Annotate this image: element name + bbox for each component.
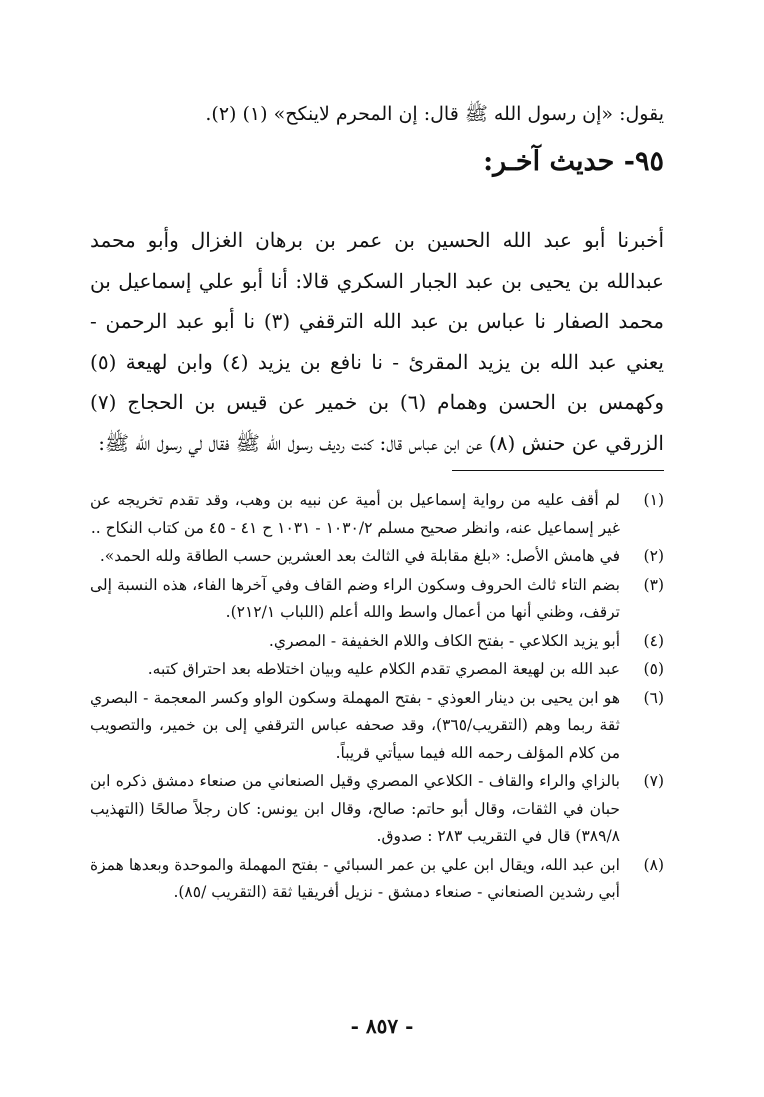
section-heading: ٩٥- حديث آخـر:	[483, 146, 664, 177]
footnote-text: عبد الله بن لهيعة المصري تقدم الكلام عليه وبيان اختلاطه بعد احتراق كتبه.	[147, 660, 620, 678]
footnote-text: هو ابن يحيى بن دينار العوذي - بفتح المهملة وسكون الواو وكسر المعجمة - البصري ثقة ربما وهم (التقريب/٣٦٥)، وقد صحفه عباس الترقفي إلى بن خمير، والتصويب من كلام المؤلف رحمه الله فيما سيأتي قريباً.	[90, 688, 620, 762]
footnote-text: بضم التاء ثالث الحروف وسكون الراء وضم القاف وفي آخرها الفاء، هذه النسبة إلى ترقف، وظني أنها من أعمال واسط والله أعلم (اللباب ٢١٢/١).	[90, 575, 620, 621]
footnote	[90, 628, 664, 656]
footnote-text: ابن عبد الله، ويقال ابن علي بن عمر السبائي - بفتح المهملة والموحدة وبعدها همزة أبي رشدين الصنعاني - صنعاء دمشق - نزيل أفريقيا ثقة (التقريب /٨٥).	[90, 855, 620, 901]
footnote	[90, 487, 664, 542]
footnote-number: (٥)	[643, 660, 664, 678]
footnote	[90, 685, 664, 768]
footnote	[90, 768, 664, 851]
footnote-number: (٢)	[643, 547, 664, 565]
page-number: - ٨٥٧ -	[350, 1014, 414, 1038]
footnotes-list	[90, 487, 664, 908]
footnote-number: (٤)	[643, 631, 664, 650]
footnote-text: لم أقف عليه من رواية إسماعيل بن أمية عن نبيه بن وهب، وقد تقدم تخريجه عن غير إسماعيل عنه، وانظر صحيح مسلم ١٠٣٠/٢ - ١٠٣١ ح ٤١ - ٤٥ من كتاب النكاح ..	[90, 491, 620, 537]
footnote	[90, 543, 664, 571]
footnote-text: في هامش الأصل: «بلغ مقابلة في الثالث بعد العشرين حسب الطاقة ولله الحمد».	[99, 547, 620, 565]
footnote-text: بالزاي والراء والقاف - الكلاعي المصري وقيل الصنعاني من صنعاء دمشق ذكره ابن حبان في الثقات، وقال أبو حاتم: صالح، وقال ابن يونس: كان رجلاً صالحًا (التهذيب ٣٨٩/٨) قال في التقريب ٢٨٣ : صدوق.	[90, 772, 620, 845]
hadith-text: أخبرنا أبو عبد الله الحسين بن عمر بن برهان الغزال وأبو محمد عبدالله بن يحيى بن عبد الجبار السكري قالا: أنا أبو علي إسماعيل بن محمد الصفار نا عباس بن عبد الله الترقفي (٣) نا أبو عبد الرحمن - يعني عبد الله بن يزيد المقرئ - نا نافع بن يزيد (٤) وابن لهيعة (٥) وكهمس بن الحسن وهمام (٦) بن خمير عن قيس بن الحجاج (٧) الزرقي عن حنش (٨) عن ابن عباس قال: كنت رديف رسول الله ﷺ فقال لي رسول الله ﷺ:	[90, 228, 665, 455]
footnote-divider	[452, 470, 664, 471]
opening-line: يقول: «إن رسول الله ﷺ قال: إن المحرم لاينكح» (١) (٢).	[205, 103, 664, 125]
footnote-number: (٣)	[643, 575, 664, 594]
footnote	[90, 852, 664, 907]
footnote-number: (٨)	[643, 855, 664, 874]
footnote-text: أبو يزيد الكلاعي - بفتح الكاف واللام الخفيفة - المصري.	[268, 631, 620, 650]
footnote	[90, 572, 664, 627]
footnote	[90, 656, 664, 684]
footnote-number: (٦)	[643, 688, 664, 707]
footnote-number: (٧)	[643, 772, 664, 790]
footnote-number: (١)	[643, 491, 664, 509]
